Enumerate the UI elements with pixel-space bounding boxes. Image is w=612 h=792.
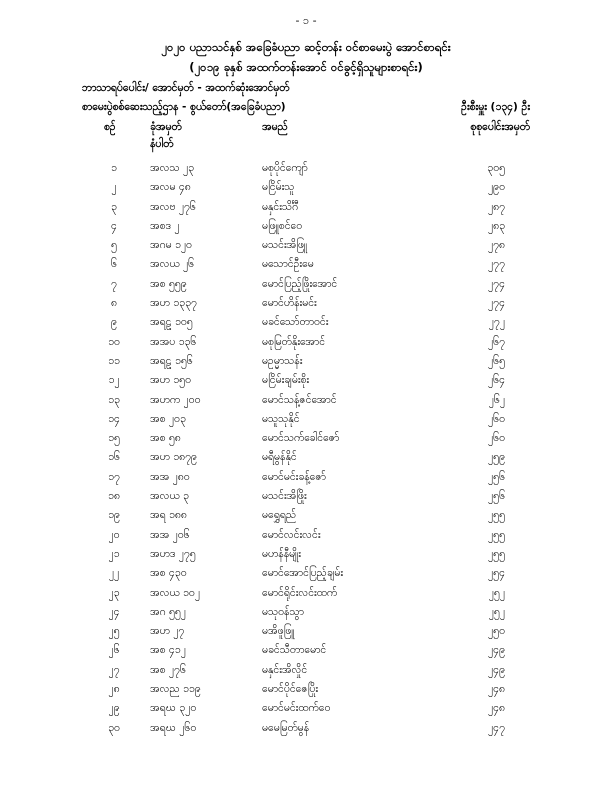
roll-number: အလယ ၂၆ <box>150 258 195 271</box>
roll-number: အစ ၅၈ <box>150 432 181 445</box>
exam-center-line: စာမေးပွဲစစ်ဆေးသည့်ဌာန - စွယ်တော်(အခြေခံပညာ) <box>82 101 286 113</box>
student-name: မနှင်းအိလှိုင် <box>262 663 308 676</box>
table-row <box>0 546 612 565</box>
row-number: ၂၄ <box>108 605 120 618</box>
document-title: ၂၀၂၀ ပညာသင်နှစ် အခြေခံပညာ ဆင့်တန်း ဝင်စာမေးပွဲ အောင်စာရင်း <box>161 40 451 54</box>
roll-number: အစဒ ၂ <box>150 219 180 232</box>
row-number: ၂ <box>111 181 117 194</box>
row-number: ၂၁ <box>108 547 120 560</box>
student-name: မောင်ပိုင်ဇေပြိုး <box>262 683 319 696</box>
total-marks: ၂၈၃ <box>487 219 505 232</box>
table-row <box>0 604 612 623</box>
student-name: မောင်မင်းထက်ဝေ <box>262 702 331 715</box>
total-marks: ၂၄၈ <box>487 702 505 715</box>
total-marks: ၂၅၆ <box>488 470 505 483</box>
student-name: မောင်သက်ခေါင်ဇော် <box>262 432 340 445</box>
row-number: ၁၀ <box>108 335 120 348</box>
student-name: မနှင်းသိင်္ဂီ <box>262 200 299 213</box>
roll-number: အစ ၅၅၉ <box>150 277 187 290</box>
row-number: ၂၆ <box>108 644 120 657</box>
roll-number: အအ ၂၀၆ <box>150 528 190 541</box>
row-number: ၄ <box>111 219 117 232</box>
roll-number: အစ ၄၁၂ <box>150 644 186 657</box>
table-row <box>0 565 612 584</box>
roll-number: အရ ၁၈၈ <box>150 509 187 522</box>
student-name: မဟန်နီမျိုး <box>262 547 301 560</box>
roll-number: အဂမ ၁၂၀ <box>150 239 192 252</box>
roll-number: အလယ ၁၀၂ <box>150 586 200 599</box>
total-marks: ၂၆၅ <box>488 354 505 367</box>
student-name: မောင်လင်းလင်း <box>262 528 321 541</box>
roll-number: အဟ ၂၇ <box>150 625 185 638</box>
row-number: ၁၆ <box>108 451 120 464</box>
table-row <box>0 681 612 700</box>
row-number: ၁၁ <box>108 354 120 367</box>
roll-number: အဟက ၂၀၀ <box>150 393 201 406</box>
row-number: ၁၉ <box>108 509 120 522</box>
document-subtitle: (၂၀၁၉ ခုနှစ် အထက်တန်းအောင် ဝင်ခွင့်ရှိသူများစာရင်း) <box>189 60 423 74</box>
total-marks: ၂၇၈ <box>487 239 505 252</box>
total-marks: ၃၀၅ <box>487 162 505 174</box>
row-number: ၁၄ <box>108 412 120 425</box>
roll-number: အလမ ၄၈ <box>150 181 191 194</box>
row-number: ၂၃ <box>108 586 120 599</box>
student-name: မောင်ဟိန်းမင်း <box>262 297 317 310</box>
roll-number: အရဠ ၁၀၅ <box>150 316 193 329</box>
row-number: ၁ <box>111 162 117 174</box>
table-row <box>0 507 612 526</box>
student-name: မဖြူစင်ဝေ <box>262 219 303 232</box>
student-name: မောင်ပြည့်ဖြိုးအောင် <box>262 277 338 290</box>
roll-number: အလသ ၂၃ <box>150 162 195 174</box>
roll-number: အရဃ ၃၂၀ <box>150 702 197 715</box>
total-marks: ၂၆၀ <box>488 432 505 445</box>
roll-number: အအပ ၁၃၆ <box>150 335 197 348</box>
table-row <box>0 372 612 391</box>
row-number: ၆ <box>111 258 117 271</box>
row-number: ၇ <box>111 277 117 290</box>
total-marks: ၂၅၅ <box>488 528 505 541</box>
total-marks: ၂၇၄ <box>488 277 505 290</box>
row-number: ၉ <box>111 316 117 329</box>
total-marks: ၂၇၇ <box>488 258 505 271</box>
student-name: မောင်မင်းခန့်ဇော် <box>262 470 326 483</box>
roll-number: အဟ ၁၅၀ <box>150 374 191 387</box>
table-row <box>0 642 612 661</box>
roll-number: အစ ၂၇၆ <box>150 663 186 676</box>
roll-number: အရဃ ၂၆၀ <box>150 721 197 734</box>
header-roll-sub: နံပါတ် <box>150 138 174 150</box>
row-number: ၁၅ <box>108 432 120 445</box>
table-row <box>0 720 612 739</box>
row-number: ၈ <box>111 297 117 310</box>
student-name: မသင်းအိဖြိုး <box>262 490 307 503</box>
student-name: မစုပိုင်ကျော် <box>262 162 308 174</box>
total-marks: ၂၅၅ <box>488 547 505 560</box>
table-row <box>0 353 612 372</box>
roll-number: အလဗ ၂၇၆ <box>150 200 196 213</box>
row-number: ၃ <box>111 200 117 213</box>
total-marks: ၂၅၂ <box>488 605 505 618</box>
header-name: အမည် <box>262 121 288 133</box>
total-marks: ၂၅၉ <box>488 451 505 464</box>
total-marks: ၂၅၂ <box>488 586 505 599</box>
student-name: မောင်ရိုင်းလင်းထက် <box>262 586 338 599</box>
total-marks: ၂၇၂ <box>488 316 505 329</box>
table-row <box>0 160 612 179</box>
row-number: ၂၀ <box>108 528 120 541</box>
table-row <box>0 237 612 256</box>
student-name: မောင်အောင်ပြည့်ချမ်း <box>262 567 344 580</box>
student-name: မငြိမ်းချမ်းစိုး <box>262 374 310 387</box>
table-row <box>0 662 612 681</box>
roll-number: အဟ ၁၃၃၇ <box>150 297 197 310</box>
total-marks: ၂၄၉ <box>488 644 505 657</box>
total-marks: ၂၆၇ <box>488 335 505 348</box>
roll-number: အအ ၂၈၀ <box>150 470 190 483</box>
roll-number: အစ ၄၃၀ <box>150 567 187 580</box>
roll-number: အဂ ၅၅၂ <box>150 605 186 618</box>
total-marks: ၂၆၂ <box>488 393 505 406</box>
student-name: မသောင်ဦးမေ <box>262 258 314 271</box>
student-name: မရွှေရည် <box>262 509 297 522</box>
table-row <box>0 411 612 430</box>
row-number: ၂၂ <box>108 567 120 580</box>
student-name: မအိဖူဖြူ <box>262 625 295 638</box>
header-marks: စုစုပေါင်းအမှတ် <box>470 121 530 133</box>
roll-number: အရဠ ၁၅၆ <box>150 354 193 367</box>
student-name: မသင်းအိဖြူ <box>262 239 308 252</box>
student-name: မသူသုနိုင် <box>262 412 300 425</box>
row-number: ၁၈ <box>108 490 120 503</box>
table-row <box>0 334 612 353</box>
total-marks: ၂၅၆ <box>488 490 505 503</box>
table-row <box>0 623 612 642</box>
total-marks: ၂၆၄ <box>488 374 505 387</box>
total-marks: ၂၅၄ <box>488 567 505 580</box>
table-row <box>0 276 612 295</box>
subject-line: ဘာသာရပ်ပေါင်း/ အောင်မှတ် - အထက်ဆုံးအောင်မှတ် <box>82 82 290 94</box>
total-marks: ၂၅၅ <box>488 509 505 522</box>
table-row <box>0 585 612 604</box>
table-row <box>0 449 612 468</box>
row-number: ၁၇ <box>108 470 120 483</box>
total-marks: ၂၈၇ <box>487 200 505 213</box>
row-number: ၃၀ <box>108 721 120 734</box>
table-row <box>0 314 612 333</box>
student-name: မမေမြတ်မွန် <box>262 721 310 734</box>
roll-number: အလယ ၃ <box>150 490 189 503</box>
roll-number: အလည ၁၁၉ <box>150 683 201 696</box>
total-marks: ၂၄၈ <box>487 683 505 696</box>
table-row <box>0 179 612 198</box>
row-number: ၂၉ <box>108 702 120 715</box>
results-table <box>0 160 612 739</box>
roll-number: အဟ ၁၈၇၉ <box>150 451 197 464</box>
student-name: မောင်သန့်ဇင်အောင် <box>262 393 337 406</box>
roll-number: အစ ၂၀၃ <box>150 412 186 425</box>
total-marks: ၂၉၀ <box>488 181 505 194</box>
student-name: မဥမ္မာသန်း <box>262 354 303 367</box>
student-name: မခင်သီတာမောင် <box>262 644 327 657</box>
page-number: - ၁ - <box>295 14 317 27</box>
row-number: ၂၈ <box>108 683 120 696</box>
table-row <box>0 256 612 275</box>
row-number: ၅ <box>111 239 117 252</box>
table-row <box>0 392 612 411</box>
row-number: ၂၅ <box>108 625 120 638</box>
table-row <box>0 488 612 507</box>
header-roll: ခုံအမှတ် <box>150 121 182 133</box>
student-name: မငြိမ်းသူ <box>262 181 295 194</box>
table-row <box>0 527 612 546</box>
roll-number: အဟဒ ၂၇၅ <box>150 547 196 560</box>
table-row <box>0 469 612 488</box>
table-row <box>0 430 612 449</box>
student-name: မရီမွန်နိုင် <box>262 451 297 464</box>
table-row <box>0 295 612 314</box>
student-name: မစုမြတ်နိုးအောင် <box>262 335 326 348</box>
total-marks: ၂၄၉ <box>488 663 505 676</box>
total-marks: ၂၇၄ <box>488 297 505 310</box>
total-marks: ၂၄၇ <box>488 721 505 734</box>
header-no: စဉ် <box>104 121 116 133</box>
row-number: ၂၇ <box>108 663 120 676</box>
row-number: ၁၂ <box>108 374 120 387</box>
total-marks: ၂၅၀ <box>488 625 505 638</box>
total-marks: ၂၆၀ <box>488 412 505 425</box>
student-name: မခင်သော်တာဝင်း <box>262 316 329 329</box>
table-row <box>0 700 612 719</box>
table-row <box>0 199 612 218</box>
table-row <box>0 218 612 237</box>
row-number: ၁၃ <box>108 393 120 406</box>
student-name: မသုဝန်သွာ <box>262 605 304 618</box>
student-count: ဦးစီးမှူး (၁၃၄) ဦး <box>461 101 530 113</box>
